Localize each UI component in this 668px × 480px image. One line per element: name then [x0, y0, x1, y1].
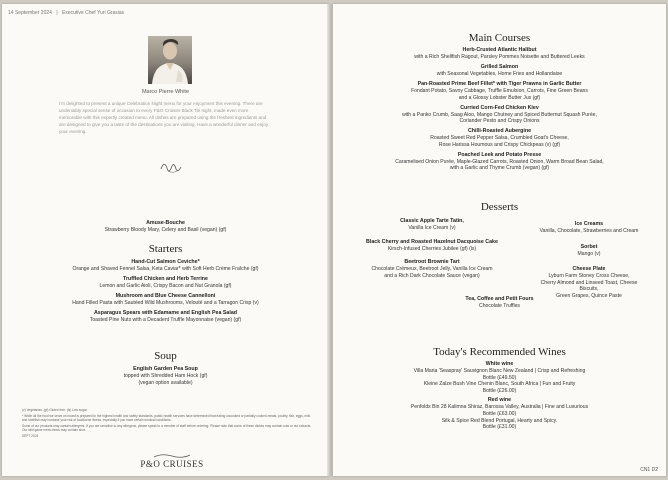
- soup-title: Soup: [154, 350, 177, 362]
- item-desc: with Seasonal Vegetables, Home Fries and Hollandaise: [436, 70, 563, 77]
- item-desc: Chocolate Crémeux, Beetroot Jelly, Vanilla Ice Cream: [371, 266, 493, 273]
- menu-item: [333, 128, 666, 148]
- logo-text: P&O CRUISES: [140, 459, 204, 469]
- wine-line: Penfolds Bin 28 Kalimna Shiraz, Barossa Valley, Australia | Fine and Luxurious: [410, 404, 589, 411]
- desserts-right-column: [533, 221, 645, 303]
- item-name: Black Cherry and Roasted Hazelnut Dacquoise Cake: [366, 238, 498, 245]
- wine-price: Bottle (£31.00): [482, 424, 517, 431]
- desserts-title: Desserts: [480, 201, 519, 213]
- item-desc: and a Glossy Lobster Butter Jus (gf): [458, 94, 541, 101]
- item-desc: with a Panko Crumb, Saag Aloo, Mango Chutney and Spiced Butternut Squash Purée,: [402, 111, 597, 118]
- item-desc: Lyburn Farm Stoney Cross Cheese,: [548, 273, 630, 280]
- wines-section: [333, 346, 666, 431]
- signature-icon: [158, 157, 184, 179]
- item-name: Hand-Cut Salmon Ceviche*: [131, 259, 200, 265]
- wine-line: Silk & Spice Red Blend Portugal, Hearty and Spicy.: [441, 417, 558, 424]
- menu-item: [333, 47, 666, 61]
- item-desc: Green Grapes, Quince Paste: [556, 292, 622, 299]
- item-name: Beetroot Brownie Tart: [404, 259, 460, 266]
- item-name: Asparagus Spears with Edamame and English Pea Salad: [93, 309, 238, 316]
- wine-price: Bottle (£63.00): [482, 410, 517, 417]
- menu-item: [2, 259, 329, 273]
- intro-text: I'm delighted to present a unique Celebration Night menu for your enjoyment this evening. There are undeniably special sense of occasion to every P&O Cruises Black Tie night, made even more memorable with this expertly created menu. All dishes are prepared using the freshest ingredients and are designed to give you a taste of the destinations you are visiting. Have a wonderful dinner and enjoy your evening.: [59, 101, 269, 134]
- item-name: Ice Creams: [574, 221, 604, 227]
- item-desc: Mango (v): [577, 250, 601, 257]
- item-name: Truffled Chicken and Herb Terrine: [123, 275, 208, 282]
- item-name: Curried Corn-Fed Chicken Kiev: [460, 104, 539, 111]
- item-name: Pan-Roasted Prime Beef Fillet* with Tiger Prawns in Garlic Butter: [417, 80, 582, 87]
- desserts-left-column: [357, 218, 507, 283]
- wine-price: Bottle (£26.00): [482, 387, 517, 394]
- menu-item: [333, 81, 666, 101]
- item-name: Grilled Salmon: [480, 63, 519, 70]
- item-name: Classic Apple Tarte Tatin,: [400, 218, 464, 224]
- item-desc: Hand Filled Pasta with Sautéed Wild Mushrooms, Velouté and a Tarragon Crisp (v): [72, 299, 259, 306]
- menu-item: [333, 105, 666, 125]
- item-name: Mushroom and Blue Cheese Cannelloni: [115, 292, 216, 299]
- item-desc: topped with Shredded Ham Hock (gf): [123, 373, 208, 379]
- po-cruises-logo: [132, 453, 212, 469]
- wine-price: Bottle (£49.50): [482, 374, 517, 381]
- item-desc: Fondant Potato, Savoy Cabbage, Truffle Emulsion, Carrots, Fine Green Beans: [411, 87, 588, 94]
- menu-item: [533, 266, 645, 299]
- fine-print: [22, 408, 312, 439]
- wine-line: Kleine Zalze Bush Vine Chenin Blanc, South Africa | Fun and Fruity: [423, 381, 576, 388]
- starters-section: [2, 243, 329, 327]
- item-desc: (vegan option available): [138, 379, 193, 386]
- item-name: Chilli-Roasted Aubergine: [467, 128, 532, 135]
- item-desc: Vanilla Ice Cream (v): [408, 225, 456, 231]
- red-wine-label: Red wine: [487, 397, 512, 404]
- menu-item: [533, 244, 645, 258]
- right-page: [333, 4, 666, 476]
- menu-item: [357, 218, 507, 232]
- item-name: Sorbet: [580, 243, 598, 250]
- item-desc: Rose Harissa Houmous and Crispy Chickpeas (v) (gf): [438, 141, 561, 148]
- item-desc: with a Rich Shellfish Ragout, Parsley Pommes Noisette and Buttered Leeks: [414, 54, 585, 60]
- tea-coffee-section: [333, 296, 666, 310]
- amuse-desc: Strawberry Bloody Mary, Celery and Basil (vegan) (gf): [104, 227, 227, 233]
- amuse-bouche-section: [2, 220, 329, 234]
- wine-line: Villa Maria 'Seaspray' Sauvignon Blanc New Zealand | Crisp and Refreshing: [413, 368, 586, 374]
- item-name: Tea, Coffee and Petit Fours: [465, 296, 534, 302]
- item-desc: Chocolate Truffles: [479, 303, 520, 309]
- page-number: CN1 D2: [640, 467, 658, 473]
- item-desc: Orange and Shaved Fennel Salsa, Keta Caviar* with Soft Herb Crème Fraîche (gf): [72, 266, 259, 272]
- fine-print-line: * While all the food we serve on board is prepared to the highest health and safety standards, public health services have determined that eating uncooked or partially cooked meats, poultry, fish, eggs, milk and shellfish may increase your risk of foodborne illness, especially if you have certain medical conditions.: [22, 413, 311, 422]
- header-separator: |: [56, 10, 58, 16]
- item-name: Poached Leek and Potato Presse: [457, 151, 542, 158]
- item-desc: Lemon and Garlic Aioli, Crispy Bacon and Nut Granola (gf): [99, 282, 232, 289]
- soup-section: [2, 350, 329, 386]
- menu-item: [357, 259, 507, 279]
- item-name: English Garden Pea Soup: [133, 366, 198, 372]
- amuse-title: Amuse-Bouche: [146, 220, 185, 226]
- chef-name: Marco Pierre White: [141, 89, 190, 95]
- fine-print-line: SEPT 2024: [22, 433, 39, 438]
- menu-item: [2, 293, 329, 307]
- fine-print-line: Some of our products may contain allergens. If you are sensitive to any allergens, please speak to a member of staff before ordering. Please note that some of these dishes may contain nuts or nut extracts. Our wild game menu items may contain shot.: [22, 423, 312, 432]
- main-courses-section: [333, 32, 666, 175]
- item-desc: Roasted Sweet Red Pepper Salsa, Crumbled Goat's Cheese,: [430, 135, 569, 142]
- left-page: [2, 4, 329, 476]
- wines-title: Today's Recommended Wines: [433, 346, 566, 358]
- fine-print-line: (v) Vegetarian. (gf) Gluten free. (ls) Low sugar.: [22, 408, 88, 412]
- chef-photo: [148, 36, 192, 84]
- item-desc: Kirsch-Infused Cherries Jubilee (gf) (ls): [387, 245, 477, 252]
- mains-title: Main Courses: [468, 32, 531, 44]
- chef-label: Executive Chef Yuri Grasias: [62, 10, 125, 16]
- item-desc: with a Garlic and Thyme Crumb (vegan) (gf): [449, 165, 550, 172]
- item-name: Herb-Crusted Atlantic Halibut: [462, 47, 537, 53]
- menu-item: [533, 221, 645, 235]
- item-desc: Coriander Pesto and Crispy Onions: [459, 118, 540, 125]
- item-desc: Vanilla, Chocolate, Strawberries and Cream: [539, 228, 639, 234]
- item-desc: Cherry Almond and Linseed Toast, Cheese Biscuits,: [540, 279, 638, 293]
- page-header: [8, 10, 124, 16]
- menu-item: [333, 64, 666, 78]
- white-wine-label: White wine: [485, 361, 514, 367]
- item-name: Cheese Plate: [572, 266, 606, 273]
- item-desc: and a Rich Dark Chocolate Sauce (vegan): [384, 272, 480, 279]
- starters-title: Starters: [148, 243, 183, 255]
- menu-item: [2, 310, 329, 324]
- menu-item: [333, 152, 666, 172]
- desserts-heading: [333, 201, 666, 214]
- item-desc: Toasted Pine Nuts with a Decadent Truffle Mayonnaise (vegan) (gf): [89, 316, 242, 323]
- menu-date: 14 September 2024: [8, 10, 52, 16]
- item-desc: Caramelised Onion Purée, Maple-Glazed Carrots, Roasted Onion, Warm Broad Bean Salad,: [395, 158, 604, 165]
- menu-item: [357, 239, 507, 253]
- menu-item: [2, 276, 329, 290]
